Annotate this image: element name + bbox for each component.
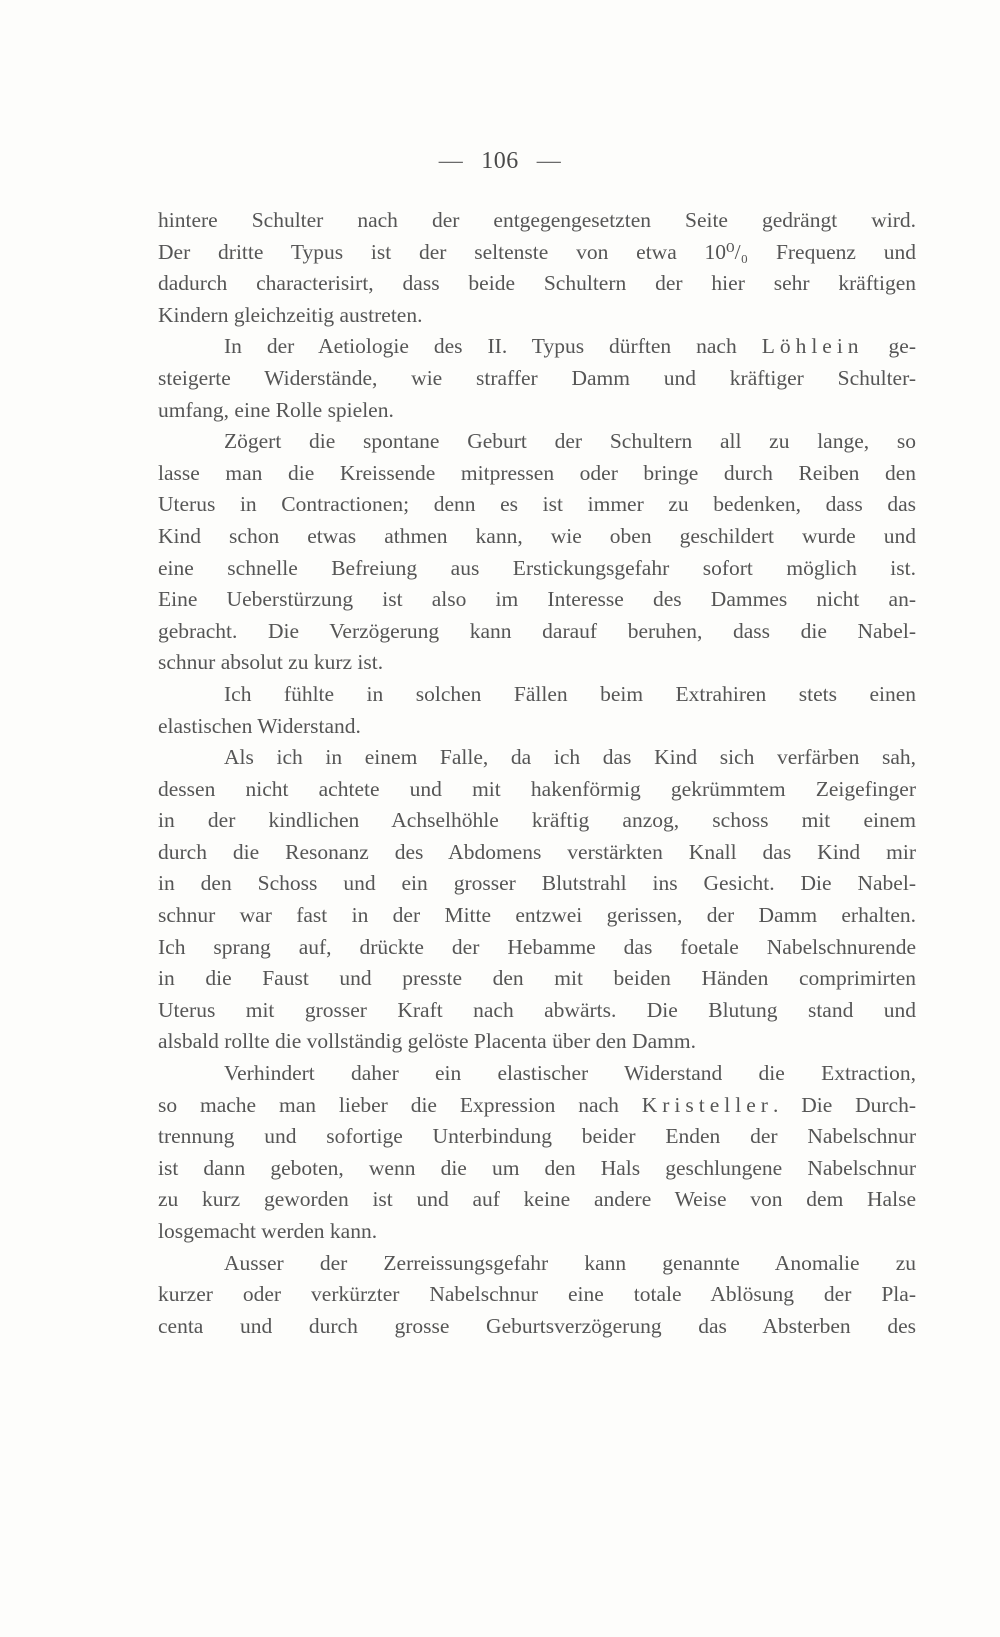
text-line: gebracht. Die Verzögerung kann darauf beruhen, dass die Nabel- [158,618,916,643]
text-line: eine schnelle Befreiung aus Erstickungsgefahr sofort möglich ist. [158,555,916,580]
text-line [158,331,916,363]
text-line: in die Faust und presste den mit beiden Händen comprimirten [158,966,916,991]
text-span: so mache man lieber die Expression nach [158,1092,642,1117]
text-line: Ich fühlte in solchen Fällen beim Extrahiren stets einen [224,681,916,706]
author-name-kristeller: Kristeller [641,1092,773,1117]
text-line: Eine Ueberstürzung ist also im Interesse des Dammes nicht an- [158,587,916,612]
text-line [158,1090,916,1122]
text-line: losgemacht werden kann. [158,1219,378,1243]
text-line: dessen nicht achtete und mit hakenförmig gekrümmtem Zeigefinger [158,776,916,801]
text-line: in der kindlichen Achselhöhle kräftig anzog, schoss mit einem [158,808,916,833]
text-line: in den Schoss und ein grosser Blutstrahl ins Gesicht. Die Nabel- [158,871,916,896]
body-text [158,205,916,1342]
page-number-header [0,148,1000,175]
text-line: Als ich in einem Falle, da ich das Kind sich verfärben sah, [224,745,916,770]
text-line: Verhindert daher ein elastischer Widerstand die Extraction, [224,1061,916,1086]
text-line: centa und durch grosse Geburtsverzögerung das Absterben des [158,1313,916,1338]
header-dash-right: — [536,148,562,174]
text-line: schnur absolut zu kurz ist. [158,650,384,675]
text-line: hintere Schulter nach der entgegengesetzten Seite gedrängt wird. [158,208,916,232]
text-line: zu kurz geworden ist und auf keine andere Weise von dem Halse [158,1187,916,1212]
text-span: In der Aetiologie des II. Typus dürften nach [224,334,762,359]
text-line: elastischen Widerstand. [158,713,361,738]
author-name-loehlein: Löhlein [761,334,864,359]
text-line: ist dann geboten, wenn die um den Hals geschlungene Nabelschnur [158,1155,916,1180]
text-line: trennung und sofortige Unterbindung beider Enden der Nabelschnur [158,1124,916,1149]
text-line: umfang, eine Rolle spielen. [158,397,394,422]
text-line: Der dritte Typus ist der seltenste von etwa 10⁰/₀ Frequenz und [158,239,916,264]
header-dash-left: — [438,148,464,174]
text-span: ge- [863,334,916,359]
text-line: schnur war fast in der Mitte entzwei gerissen, der Damm erhalten. [158,903,916,928]
text-line: Kind schon etwas athmen kann, wie oben geschildert wurde und [158,523,916,548]
text-line: dadurch characterisirt, dass beide Schultern der hier sehr kräftigen [158,271,916,296]
text-line: Ich sprang auf, drückte der Hebamme das foetale Nabelschnurende [158,934,916,959]
text-span: . Die Durch- [772,1092,917,1117]
text-line: steigerte Widerstände, wie straffer Damm und kräftiger Schulter- [158,365,916,390]
text-line: Ausser der Zerreissungsgefahr kann genannte Anomalie zu [224,1250,916,1275]
text-line: Uterus in Contractionen; denn es ist immer zu bedenken, dass das [158,492,916,517]
page-number: 106 [481,148,519,174]
text-line: Kindern gleichzeitig austreten. [158,302,423,327]
text-line: Uterus mit grosser Kraft nach abwärts. Die Blutung stand und [158,997,916,1022]
text-line: Zögert die spontane Geburt der Schultern all zu lange, so [224,429,916,454]
text-line: durch die Resonanz des Abdomens verstärkten Knall das Kind mir [158,839,916,864]
text-line: lasse man die Kreissende mitpressen oder bringe durch Reiben den [158,460,916,485]
text-line: alsbald rollte die vollständig gelöste Placenta über den Damm. [158,1029,696,1054]
text-line: kurzer oder verkürzter Nabelschnur eine totale Ablösung der Pla- [158,1282,916,1307]
